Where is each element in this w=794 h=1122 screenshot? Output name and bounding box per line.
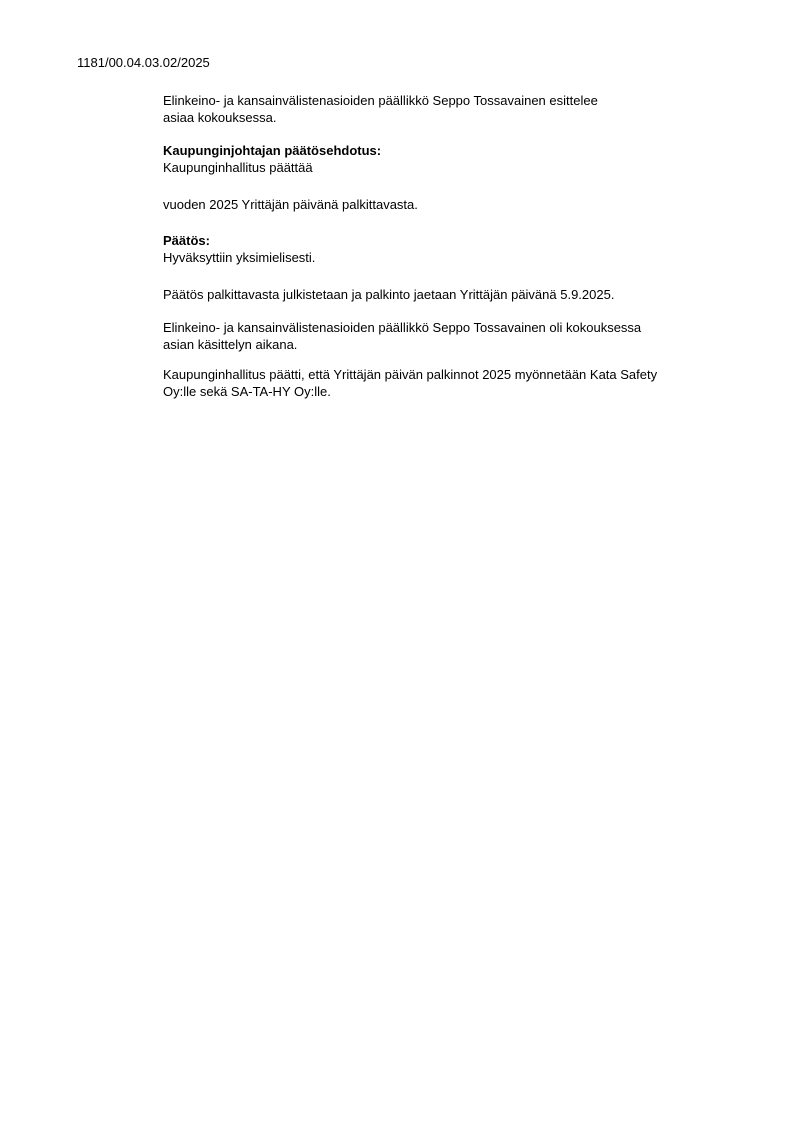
decision-heading: Päätös: (163, 233, 210, 248)
proposal-decision: vuoden 2025 Yrittäjän päivänä palkittavasta. (163, 197, 418, 212)
proposal-heading: Kaupunginjohtajan päätösehdotus: (163, 143, 382, 158)
proposal-text: Kaupunginhallitus päättää (163, 160, 313, 175)
document-reference: 1181/00.04.03.02/2025 (77, 55, 210, 70)
announcement-paragraph: Päätös palkittavasta julkistetaan ja palkinto jaetaan Yrittäjän päivänä 5.9.2025. (163, 287, 615, 302)
intro-paragraph: Elinkeino- ja kansainvälistenasioiden päällikkö Seppo Tossavainen esittelee asiaa kokouksessa. (163, 93, 598, 125)
final-decision-paragraph: Kaupunginhallitus päätti, että Yrittäjän päivän palkinnot 2025 myönnetään Kata Safety Oy:lle sekä SA-TA-HY Oy:lle. (163, 367, 658, 399)
decision-text: Hyväksyttiin yksimielisesti. (163, 250, 316, 265)
document-body (163, 92, 743, 400)
presence-note-paragraph: Elinkeino- ja kansainvälistenasioiden päällikkö Seppo Tossavainen oli kokouksessa asian käsittelyn aikana. (163, 320, 642, 352)
